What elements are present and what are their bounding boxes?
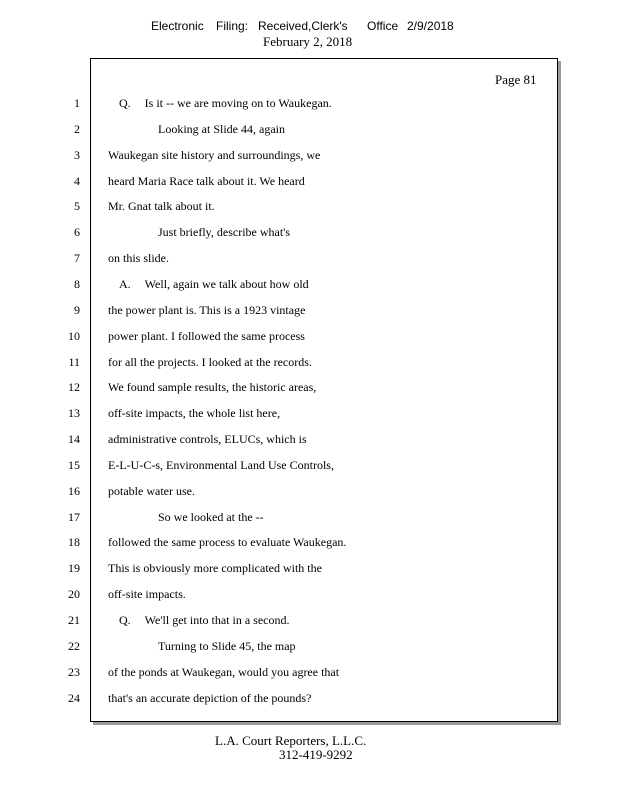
stamp-word: Office: [367, 19, 399, 33]
transcript-line: potable water use.: [108, 483, 195, 498]
line-number: 11: [68, 354, 80, 369]
line-number: 18: [68, 535, 80, 550]
transcript-line: for all the projects. I looked at the records.: [108, 354, 312, 369]
transcript-line: that's an accurate depiction of the pounds?: [108, 690, 312, 705]
stamp-word: 2/9/2018: [407, 19, 454, 33]
line-number: 7: [74, 251, 80, 266]
transcript-line: off-site impacts, the whole list here,: [108, 406, 281, 421]
line-number: 21: [68, 613, 80, 627]
stamp-word: Electronic: [151, 19, 204, 33]
transcript-line: Looking at Slide 44, again: [158, 121, 285, 136]
speaker-prefix: A.: [119, 276, 131, 291]
transcript-line: [108, 277, 309, 292]
filing-date-text: February 2, 2018: [263, 34, 353, 49]
transcript-line: Turning to Slide 45, the map: [158, 638, 296, 653]
line-text: Well, again we talk about how old: [144, 276, 309, 291]
line-number: 23: [68, 664, 80, 679]
transcript-line: Just briefly, describe what's: [158, 225, 291, 240]
line-number: 1: [74, 96, 80, 110]
transcript-line: heard Maria Race talk about it. We heard: [108, 173, 305, 188]
line-number: 9: [74, 302, 80, 317]
transcript-line: administrative controls, ELUCs, which is: [108, 432, 307, 447]
line-number: 20: [68, 587, 80, 602]
transcript-line: followed the same process to evaluate Waukegan.: [108, 535, 347, 550]
stamp-word: Received,Clerk's: [258, 19, 348, 33]
speaker-prefix: Q.: [119, 613, 131, 627]
line-number: 3: [74, 147, 80, 162]
transcript-line: So we looked at the --: [158, 509, 264, 524]
line-number: 19: [68, 561, 80, 576]
transcript-line: We found sample results, the historic areas,: [108, 380, 317, 395]
transcript-line: on this slide.: [108, 251, 170, 266]
line-number: 10: [68, 328, 80, 343]
line-number: 4: [74, 173, 80, 188]
reporter-company: L.A. Court Reporters, L.L.C.: [215, 733, 367, 748]
speaker-prefix: Q.: [119, 96, 131, 110]
transcript-line: the power plant is. This is a 1923 vintage: [108, 302, 306, 317]
page-number: Page 81: [495, 72, 537, 87]
transcript-line: [108, 613, 290, 628]
line-number: 8: [74, 276, 80, 291]
transcript-line: Mr. Gnat talk about it.: [108, 199, 215, 214]
line-number: 6: [74, 225, 80, 240]
stamp-word: Filing:: [216, 19, 249, 33]
line-number: 13: [68, 406, 80, 421]
transcript-line: [108, 96, 332, 111]
line-number: 17: [68, 509, 80, 524]
transcript-line: power plant. I followed the same process: [108, 328, 305, 343]
line-text: Is it -- we are moving on to Waukegan.: [144, 96, 332, 110]
line-number: 14: [68, 432, 80, 447]
reporter-phone: 312-419-9292: [279, 747, 353, 762]
line-text: We'll get into that in a second.: [144, 613, 290, 627]
line-number: 22: [68, 638, 80, 653]
line-number: 15: [68, 457, 80, 472]
line-number: 16: [68, 483, 80, 498]
line-number: 24: [68, 690, 80, 705]
line-number: 2: [74, 121, 80, 136]
transcript-line: of the ponds at Waukegan, would you agree that: [108, 664, 340, 679]
transcript-line: off-site impacts.: [108, 587, 186, 602]
transcript-line: E-L-U-C-s, Environmental Land Use Controls,: [108, 457, 334, 472]
transcript-line: Waukegan site history and surroundings, we: [108, 147, 321, 162]
line-number: 12: [68, 380, 80, 395]
line-number: 5: [74, 199, 80, 214]
transcript-line: This is obviously more complicated with the: [108, 561, 322, 576]
